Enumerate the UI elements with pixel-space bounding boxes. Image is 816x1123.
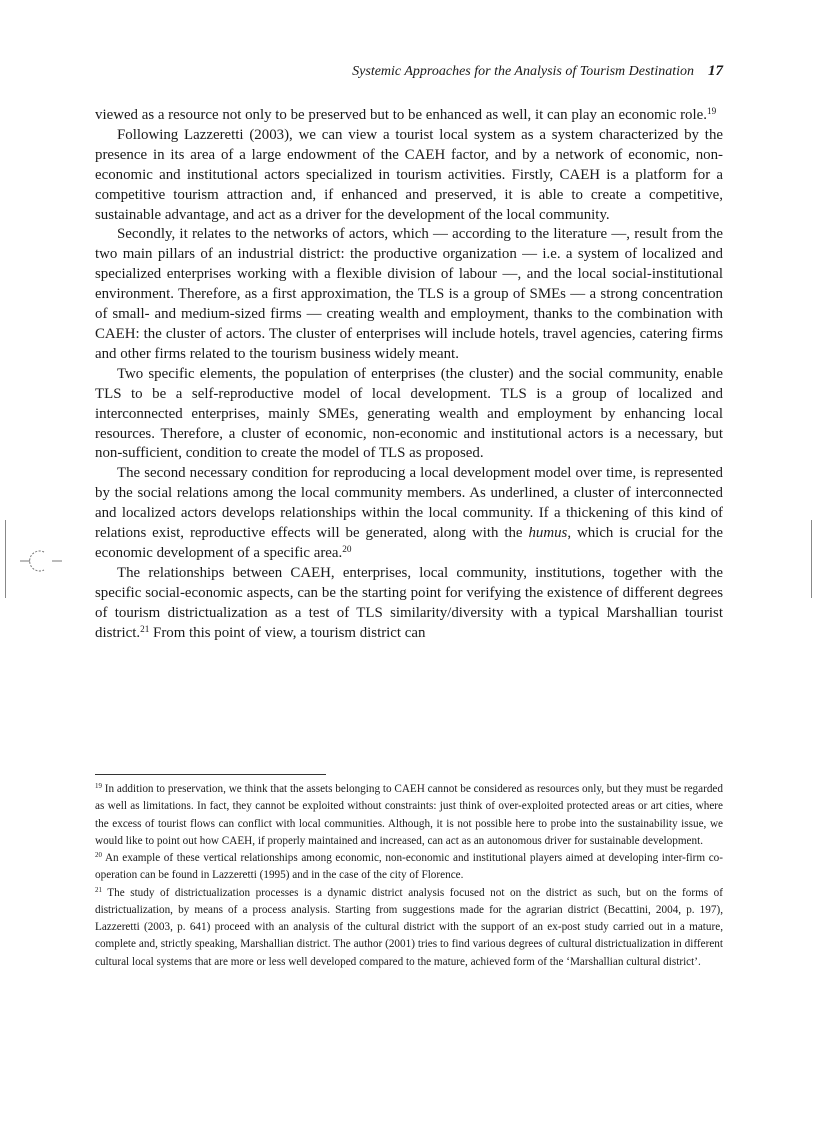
- paragraph-5: The second necessary condition for reproducing a local development model over time, is represented by the social relations among the local community members. As underlined, a cluster of interconnected and localized actors develops relationships within the local community. If a thickening of this kind of relations exist, reproductive effects will be generated, along with the humus, which is crucial for the economic development of a specific area.$^{20}$: [95, 465, 724, 561]
- registration-mark-icon: [20, 548, 64, 574]
- footnote-19: $^{19}$ In addition to preservation, we think that the assets belonging to CAEH cannot be considered as resources only, but they must be regarded as well as limitations. In fact, they cannot be exploited without constraints: just think of over-exploited protected areas or art cities, where the excess of tourist flows can conflict with local communities. Although, it is not possible here to probe into the sustainability issue, we would like to point out how CAEH, if properly maintained and increased, can act as an autonomous driver for sustainable development.: [95, 782, 723, 847]
- running-head-title: Systemic Approaches for the Analysis of Tourism Destination: [352, 64, 694, 79]
- paragraph-4: Two specific elements, the population of enterprises (the cluster) and the social community, enable TLS to be a self-reproductive model of local development. TLS is a group of localized and interconnected enterprises, mainly SMEs, generating wealth and employment by enhancing local resources. Therefore, a cluster of economic, non-economic and institutional actors is a necessary, but non-sufficient, condition to create the model of TLS as proposed.: [95, 365, 723, 462]
- paragraph-2: Following Lazzeretti (2003), we can view a tourist local system as a system characterized by the presence in its area of a large endowment of the CAEH factor, and by a network of economic, non-economic and institutional actors specialized in tourism activities. Firstly, CAEH is a platform for a competitive tourism attraction and, if enhanced and preserved, it is able to create a competitive, sustainable advantage, and act as a driver for the development of the local community.: [95, 126, 723, 223]
- footnote-21: $^{21}$ The study of districtualization processes is a dynamic district analysis focused not on the district as such, but on the forms of districtualization, by means of a process analysis. Starting from suggestions made for the agrarian district (Becattini, 2004, p. 197), Lazzeretti (2003, p. 641) proceed with an analysis of the cultural district with the support of an ex-post study carried out in a mature, complete and, strictly speaking, Marshallian district. The author (2001) tries to find various degrees of cultural districtualization in different cultural local systems that are more or less well developed compared to the mature, achieved form of the ‘Marshallian cultural district’.: [95, 885, 723, 968]
- footnote-20: $^{20}$ An example of these vertical relationships among economic, non-economic and institutional players aimed at developing inter-firm co-operation can be found in Lazzeretti (1995) and in the case of the city of Florence.: [95, 851, 723, 882]
- footnotes: [95, 781, 723, 971]
- running-head: [352, 62, 723, 81]
- humus-emphasis: humus: [528, 525, 568, 542]
- paragraph-1: viewed as a resource not only to be preserved but to be enhanced as well, it can play an economic role.$^{19}$: [95, 105, 717, 123]
- footnote-ref-19[interactable]: 19: [706, 105, 717, 116]
- crop-mark-right: [811, 520, 812, 598]
- footnote-ref-21[interactable]: 21: [140, 623, 150, 634]
- footnote-separator: [95, 774, 326, 775]
- paragraph-3: Secondly, it relates to the networks of actors, which — according to the literature —, result from the two main pillars of an industrial district: the productive organization — i.e. a system of localized and specialized enterprises working with a flexible division of labour —, and the local social-institutional environment. Therefore, as a first approximation, the TLS is a group of SMEs — a strong concentration of small- and medium-sized firms — creating wealth and employment, thanks to the combination with CAEH: the cluster of actors. The cluster of enterprises will include hotels, travel agencies, catering firms and other firms related to the tourism business widely meant.: [95, 226, 723, 362]
- body-text: [95, 106, 723, 643]
- paragraph-6: The relationships between CAEH, enterprises, local community, institutions, together with the specific social-economic aspects, can be the starting point for verifying the existence of different degrees of tourism districtualization as a test of TLS similarity/diversity with a typical Marshallian tourist district.$^{21}$ From this point of view, a tourism district can: [95, 564, 723, 641]
- crop-mark-left: [5, 520, 6, 598]
- footnote-ref-20[interactable]: 20: [342, 543, 352, 554]
- page-number: 17: [708, 63, 723, 79]
